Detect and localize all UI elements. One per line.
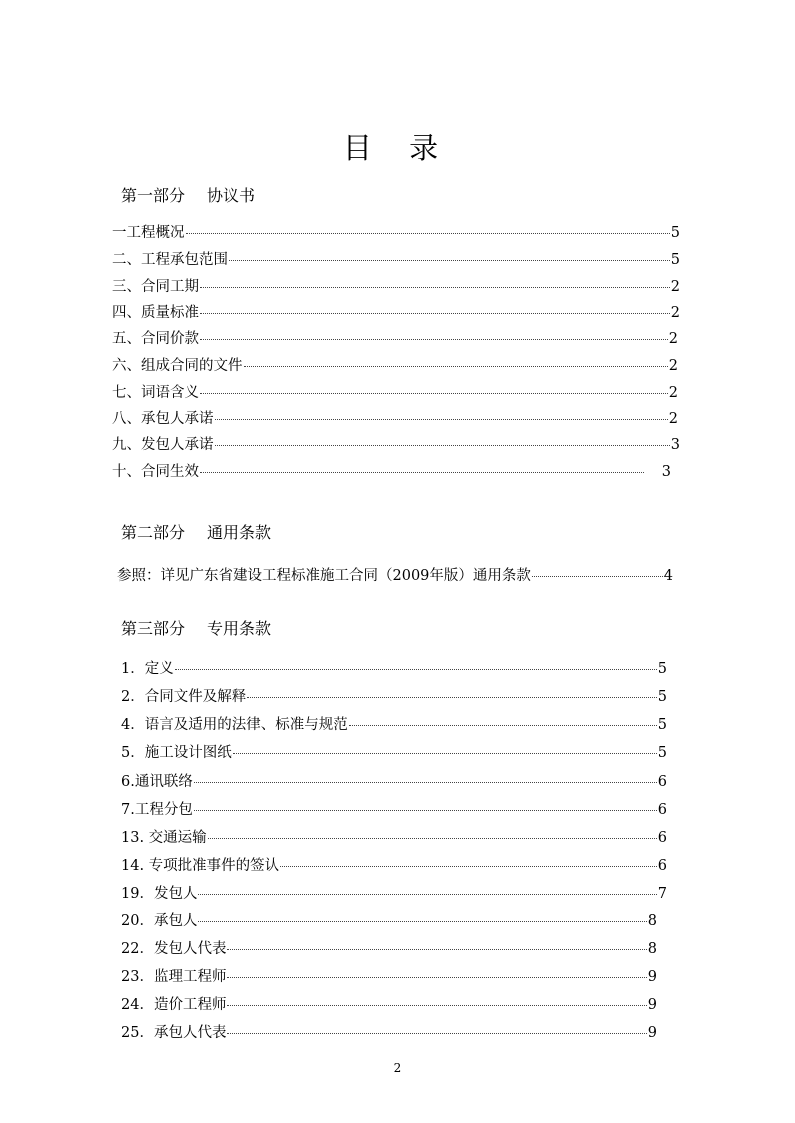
toc-entry[interactable] — [117, 564, 673, 586]
toc-entry-page: 8 — [647, 913, 657, 929]
toc-entry-label: 5．施工设计图纸 — [121, 745, 232, 761]
toc-leader — [215, 445, 670, 446]
toc-leader — [200, 287, 670, 288]
toc-entry[interactable] — [112, 407, 678, 429]
part2-heading-name: 通用条款 — [207, 523, 272, 542]
toc-leader — [215, 419, 668, 420]
toc-entry-page: 2 — [668, 331, 678, 347]
toc-leader — [175, 669, 657, 670]
toc-entry-page: 2 — [668, 358, 678, 374]
toc-entry[interactable] — [112, 275, 680, 297]
toc-entry-label: 19．发包人 — [121, 886, 198, 902]
toc-entry[interactable] — [121, 685, 667, 707]
toc-entry[interactable] — [112, 460, 671, 482]
toc-entry-page: 8 — [647, 941, 657, 957]
toc-entry[interactable] — [121, 993, 657, 1015]
toc-entry-label: 7.工程分包 — [121, 802, 193, 818]
toc-entry[interactable] — [121, 657, 667, 679]
toc-entry-page: 6 — [657, 858, 667, 874]
toc-leader — [247, 697, 657, 698]
toc-leader — [227, 977, 646, 978]
toc-entry[interactable] — [121, 798, 667, 820]
part1-heading-number: 第一部分 — [121, 186, 186, 205]
toc-entry-page: 6 — [657, 774, 667, 790]
toc-entry[interactable] — [112, 327, 678, 349]
toc-entry[interactable] — [121, 882, 667, 904]
toc-leader — [186, 233, 670, 234]
toc-entry-page: 5 — [657, 745, 667, 761]
toc-entry-label: 24．造价工程师 — [121, 997, 227, 1013]
part3-heading-number: 第三部分 — [121, 619, 186, 638]
toc-entry-label: 一工程概况 — [112, 225, 185, 241]
toc-entry[interactable] — [112, 354, 678, 376]
toc-entry[interactable] — [112, 248, 680, 270]
page-number: 2 — [393, 1061, 402, 1075]
toc-entry-page: 6 — [657, 802, 667, 818]
toc-entry-page: 2 — [670, 279, 680, 295]
toc-leader — [208, 838, 657, 839]
toc-entry-page: 5 — [670, 252, 680, 268]
toc-entry-label: 22．发包人代表 — [121, 941, 227, 957]
toc-entry-page: 6 — [657, 830, 667, 846]
toc-entry[interactable] — [121, 937, 657, 959]
toc-entry[interactable] — [112, 381, 678, 403]
toc-leader — [194, 810, 657, 811]
toc-entry-page: 9 — [647, 969, 657, 985]
toc-entry-page: 3 — [670, 437, 680, 453]
toc-entry-label: 参照：详见广东省建设工程标准施工合同（2009年版）通用条款 — [117, 568, 531, 584]
toc-entry-label: 13. 交通运输 — [121, 830, 207, 846]
toc-entry-page: 7 — [657, 886, 667, 902]
toc-leader — [349, 725, 657, 726]
toc-entry-page: 3 — [661, 464, 671, 480]
toc-entry[interactable] — [121, 713, 667, 735]
toc-entry-label: 四、质量标准 — [112, 305, 199, 321]
toc-entry-page: 2 — [668, 385, 678, 401]
toc-leader — [229, 260, 670, 261]
toc-entry-page: 4 — [663, 568, 673, 584]
part2-heading-number: 第二部分 — [121, 523, 186, 542]
toc-entry-label: 23．监理工程师 — [121, 969, 227, 985]
toc-entry-page: 9 — [647, 997, 657, 1013]
toc-entry-label: 九、发包人承诺 — [112, 437, 214, 453]
toc-entry-page: 2 — [670, 305, 680, 321]
toc-title: 目 录 — [342, 131, 453, 165]
toc-leader — [227, 949, 646, 950]
part1-heading — [121, 183, 255, 206]
toc-leader — [198, 894, 656, 895]
toc-entry-page: 9 — [647, 1025, 657, 1041]
part1-heading-name: 协议书 — [207, 186, 256, 205]
toc-entry-label: 五、合同价款 — [112, 331, 199, 347]
toc-entry-label: 六、组成合同的文件 — [112, 358, 243, 374]
toc-leader — [233, 753, 657, 754]
toc-entry[interactable] — [112, 301, 680, 323]
toc-entry-label: 4．语言及适用的法律、标准与规范 — [121, 717, 348, 733]
toc-entry-page: 2 — [668, 411, 678, 427]
toc-entry[interactable] — [112, 433, 680, 455]
toc-entry-label: 14. 专项批准事件的签认 — [121, 858, 280, 874]
toc-entry-label: 25．承包人代表 — [121, 1025, 227, 1041]
toc-leader — [200, 472, 644, 473]
toc-leader — [227, 1005, 646, 1006]
toc-entry-label: 二、工程承包范围 — [112, 252, 228, 268]
toc-entry[interactable] — [121, 826, 667, 848]
part3-heading-name: 专用条款 — [207, 619, 272, 638]
toc-entry-label: 1．定义 — [121, 661, 174, 677]
toc-entry-label: 20．承包人 — [121, 913, 198, 929]
toc-entry[interactable] — [112, 221, 680, 243]
toc-entry[interactable] — [121, 909, 657, 931]
toc-entry-label: 6.通讯联络 — [121, 774, 193, 790]
toc-entry[interactable] — [121, 965, 657, 987]
toc-leader — [200, 339, 668, 340]
toc-leader — [194, 782, 657, 783]
toc-entry-page: 5 — [657, 661, 667, 677]
toc-entry-page: 5 — [657, 689, 667, 705]
toc-entry-label: 七、词语含义 — [112, 385, 199, 401]
toc-leader — [244, 366, 668, 367]
toc-leader — [280, 866, 657, 867]
toc-entry-page: 5 — [657, 717, 667, 733]
part2-heading — [121, 520, 271, 543]
part3-heading — [121, 616, 271, 639]
toc-entry-label: 八、承包人承诺 — [112, 411, 214, 427]
toc-leader — [532, 576, 663, 577]
toc-leader — [198, 921, 646, 922]
toc-leader — [200, 313, 670, 314]
toc-entry-label: 十、合同生效 — [112, 464, 199, 480]
toc-entry[interactable] — [121, 770, 667, 792]
toc-entry-label: 三、合同工期 — [112, 279, 199, 295]
toc-entry-label: 2．合同文件及解释 — [121, 689, 247, 705]
toc-entry[interactable] — [121, 741, 667, 763]
toc-entry[interactable] — [121, 1021, 657, 1043]
toc-leader — [227, 1033, 646, 1034]
toc-entry[interactable] — [121, 854, 667, 876]
toc-entry-page: 5 — [670, 225, 680, 241]
toc-leader — [200, 393, 668, 394]
